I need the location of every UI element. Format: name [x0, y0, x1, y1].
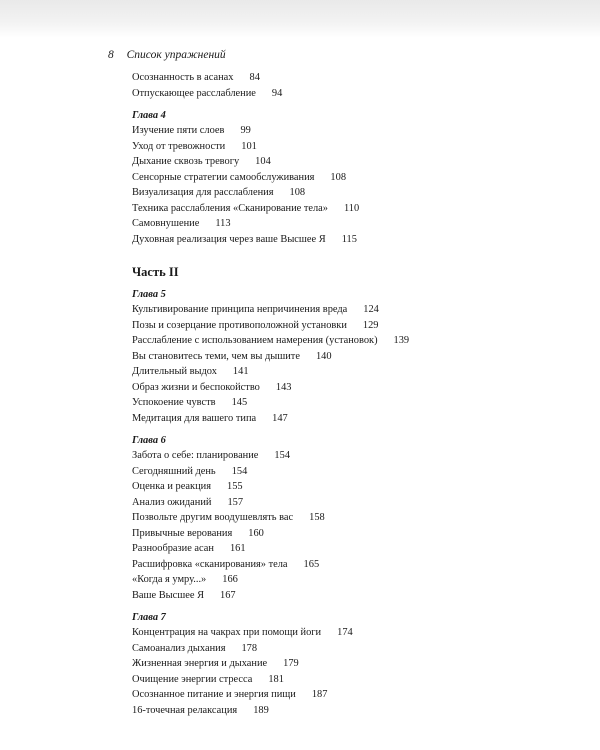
exercise-page-number: 157 — [227, 496, 244, 508]
exercise-title: Культивирование принципа непричинения вреда — [132, 304, 348, 315]
exercise-page-number: 115 — [341, 233, 357, 245]
exercise-title: Сегодняшний день — [132, 465, 216, 477]
exercise-page-number: 181 — [268, 673, 284, 685]
exercise-page-number: 187 — [311, 689, 328, 700]
list-item — [132, 232, 552, 248]
page-number: 8 — [108, 49, 114, 61]
list-item — [132, 625, 552, 641]
chapter-heading: Глава 4 — [132, 110, 166, 121]
list-item — [132, 641, 552, 657]
exercise-title: Уход от тревожности — [132, 140, 226, 152]
exercise-title: 16-точечная релаксация — [132, 704, 238, 716]
exercise-title: Позвольте другим воодушевлять вас — [132, 512, 294, 523]
exercise-title: «Когда я умру...» — [132, 574, 207, 585]
exercise-title: Ваше Высшее Я — [132, 589, 205, 601]
list-item — [132, 411, 552, 427]
exercise-title: Осознанность в асанах — [132, 72, 234, 83]
exercise-page-number: 104 — [255, 156, 271, 167]
list-item — [132, 672, 552, 688]
chapter-heading: Глава 7 — [132, 612, 166, 623]
exercise-page-number: 99 — [240, 125, 251, 136]
list-item — [132, 495, 552, 511]
exercise-title: Расшифровка «сканирования» тела — [132, 558, 288, 570]
exercise-title: Привычные верования — [132, 527, 233, 539]
exercise-page-number: 101 — [241, 140, 257, 152]
list-item — [132, 380, 552, 396]
list-item — [132, 201, 552, 217]
list-item — [132, 526, 552, 542]
exercise-page-number: 143 — [275, 381, 292, 393]
exercise-page-number: 160 — [248, 527, 264, 539]
exercise-page-number: 139 — [393, 335, 410, 346]
chapter-heading: Глава 6 — [132, 435, 166, 446]
list-item — [132, 464, 552, 480]
list-item — [132, 318, 552, 334]
exercise-title: Длительный выдох — [132, 366, 217, 377]
exercise-page-number: 108 — [330, 171, 347, 183]
exercise-title: Самоанализ дыхания — [132, 642, 226, 654]
exercise-title: Позы и созерцание противоположной установки — [132, 319, 347, 331]
list-item — [132, 687, 552, 703]
list-item — [132, 349, 552, 365]
running-title: Список упражнений — [126, 49, 226, 61]
chapter-heading: Глава 5 — [132, 289, 166, 300]
exercise-page-number: 158 — [309, 512, 325, 523]
exercise-title: Забота о себе: планирование — [132, 450, 259, 461]
list-item — [132, 86, 552, 102]
list-item — [132, 448, 552, 464]
list-item — [132, 154, 552, 170]
exercise-title: Успокоение чувств — [132, 397, 216, 408]
exercise-title: Изучение пяти слоев — [132, 125, 225, 136]
exercise-title: Духовная реализация через ваше Высшее Я — [132, 233, 326, 245]
exercise-title: Сенсорные стратегии самообслуживания — [132, 171, 315, 183]
exercise-page-number: 174 — [337, 627, 353, 638]
exercise-title: Образ жизни и беспокойство — [132, 381, 260, 393]
exercise-title: Расслабление с использованием намерения (установок) — [132, 335, 378, 346]
exercise-page-number: 165 — [303, 558, 320, 570]
list-item — [132, 333, 552, 349]
list-item — [132, 479, 552, 495]
exercise-title: Концентрация на чакрах при помощи йоги — [132, 627, 322, 638]
exercise-title: Анализ ожиданий — [132, 496, 212, 508]
exercise-title: Медитация для вашего типа — [132, 412, 257, 424]
exercise-title: Самовнушение — [132, 218, 200, 229]
list-item — [132, 216, 552, 232]
exercise-page-number: 154 — [274, 450, 291, 461]
exercise-page-number: 129 — [362, 319, 379, 331]
list-item — [132, 139, 552, 155]
exercise-page-number: 179 — [283, 658, 299, 669]
exercise-title: Техника расслабления «Сканирование тела» — [132, 202, 328, 214]
exercise-page-number: 110 — [344, 202, 360, 214]
exercise-page-number: 108 — [289, 187, 306, 198]
exercise-page-number: 167 — [220, 589, 236, 601]
list-item — [132, 185, 552, 201]
exercise-title: Жизненная энергия и дыхание — [132, 658, 268, 669]
list-item — [132, 588, 552, 604]
list-item — [132, 572, 552, 588]
exercise-title: Осознанное питание и энергия пищи — [132, 689, 296, 700]
exercise-page-number: 124 — [363, 304, 379, 315]
exercise-title: Разнообразие асан — [132, 543, 214, 554]
exercise-title: Визуализация для расслабления — [132, 187, 274, 198]
exercise-page-number: 189 — [253, 704, 269, 716]
list-item — [132, 510, 552, 526]
exercise-title: Очищение энергии стресса — [132, 673, 253, 685]
exercise-page-number: 141 — [232, 366, 249, 377]
list-item — [132, 364, 552, 380]
list-item — [132, 123, 552, 139]
list-item — [132, 395, 552, 411]
exercise-page-number: 178 — [241, 642, 258, 654]
exercise-list — [132, 70, 552, 718]
exercise-page-number: 113 — [215, 218, 231, 229]
list-item — [132, 170, 552, 186]
list-item — [132, 70, 552, 86]
part-heading: Часть II — [132, 265, 179, 279]
exercise-page-number: 166 — [222, 574, 238, 585]
exercise-page-number: 154 — [231, 465, 248, 477]
exercise-title: Отпускающее расслабление — [132, 87, 256, 99]
exercise-page-number: 161 — [229, 543, 246, 554]
list-item — [132, 656, 552, 672]
exercise-title: Дыхание сквозь тревогу — [132, 156, 240, 167]
list-item — [132, 541, 552, 557]
exercise-page-number: 145 — [231, 397, 248, 408]
list-item — [132, 302, 552, 318]
exercise-title: Вы становитесь теми, чем вы дышите — [132, 350, 300, 362]
exercise-page-number: 84 — [249, 72, 260, 83]
exercise-title: Оценка и реакция — [132, 481, 211, 492]
exercise-page-number: 147 — [272, 412, 288, 424]
running-header — [108, 49, 226, 61]
exercise-page-number: 140 — [315, 350, 332, 362]
exercise-page-number: 155 — [227, 481, 243, 492]
scan-shadow — [0, 0, 600, 38]
list-item — [132, 557, 552, 573]
list-item — [132, 703, 552, 719]
exercise-page-number: 94 — [271, 87, 283, 99]
